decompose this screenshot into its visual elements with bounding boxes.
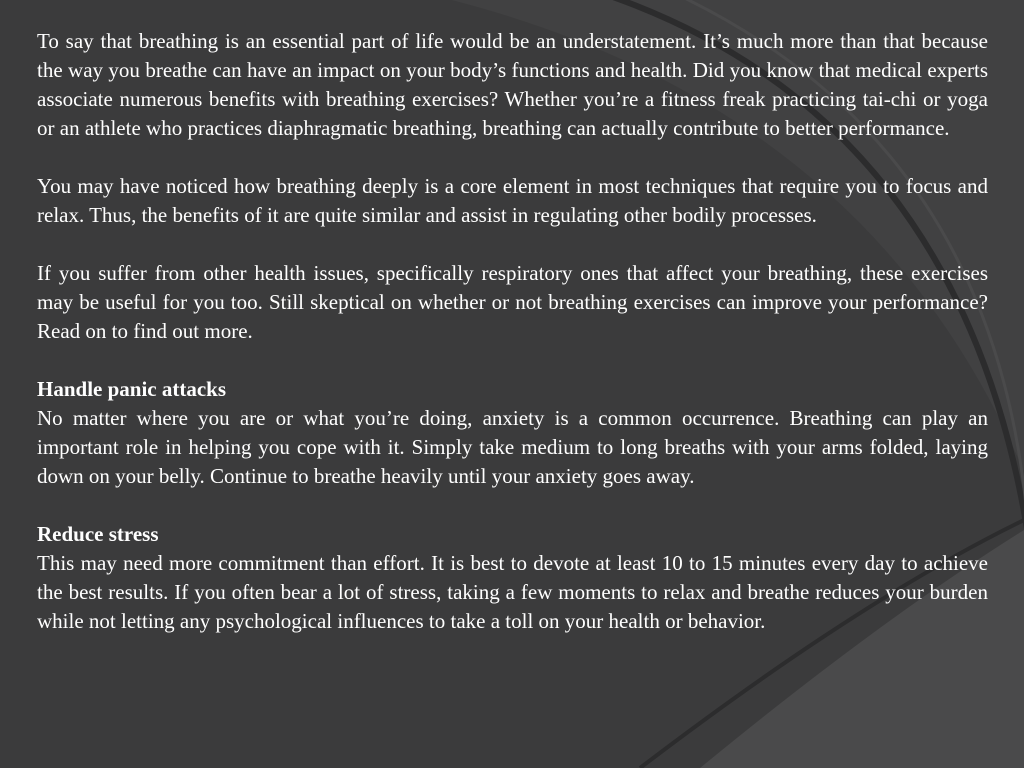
- paragraph-intro: To say that breathing is an essential part of life would be an understatement. It’s much more than that because the way you breathe can have an impact on your body’s functions and health. Did you know that medical experts associate numerous benefits with breathing exercises? Whether you’re a fitness freak practicing tai-chi or yoga or an athlete who practices diaphragmatic breathing, breathing can actually contribute to better performance.: [37, 29, 988, 140]
- section-panic-attacks: [37, 375, 988, 491]
- section-title: Handle panic attacks: [37, 377, 227, 401]
- section-reduce-stress: [37, 520, 988, 636]
- section-body: No matter where you are or what you’re doing, anxiety is a common occurrence. Breathing can play an important role in helping you cope with it. Simply take medium to long breaths with your arms folded, laying down on your belly. Continue to breathe heavily until your anxiety goes away.: [37, 406, 988, 488]
- section-body: This may need more commitment than effort. It is best to devote at least 10 to 15 minutes every day to achieve the best results. If you often bear a lot of stress, taking a few moments to relax and breathe reduces your burden while not letting any psychological influences to take a toll on your health or behavior.: [37, 551, 988, 633]
- section-title: Reduce stress: [37, 522, 159, 546]
- paragraph-health-issues: If you suffer from other health issues, specifically respiratory ones that affect your breathing, these exercises may be useful for you too. Still skeptical on whether or not breathing exercises can improve your performance? Read on to find out more.: [37, 261, 988, 343]
- text-body: [37, 27, 988, 665]
- paragraph-focus: You may have noticed how breathing deeply is a core element in most techniques that require you to focus and relax. Thus, the benefits of it are quite similar and assist in regulating other bodily processes.: [37, 174, 988, 227]
